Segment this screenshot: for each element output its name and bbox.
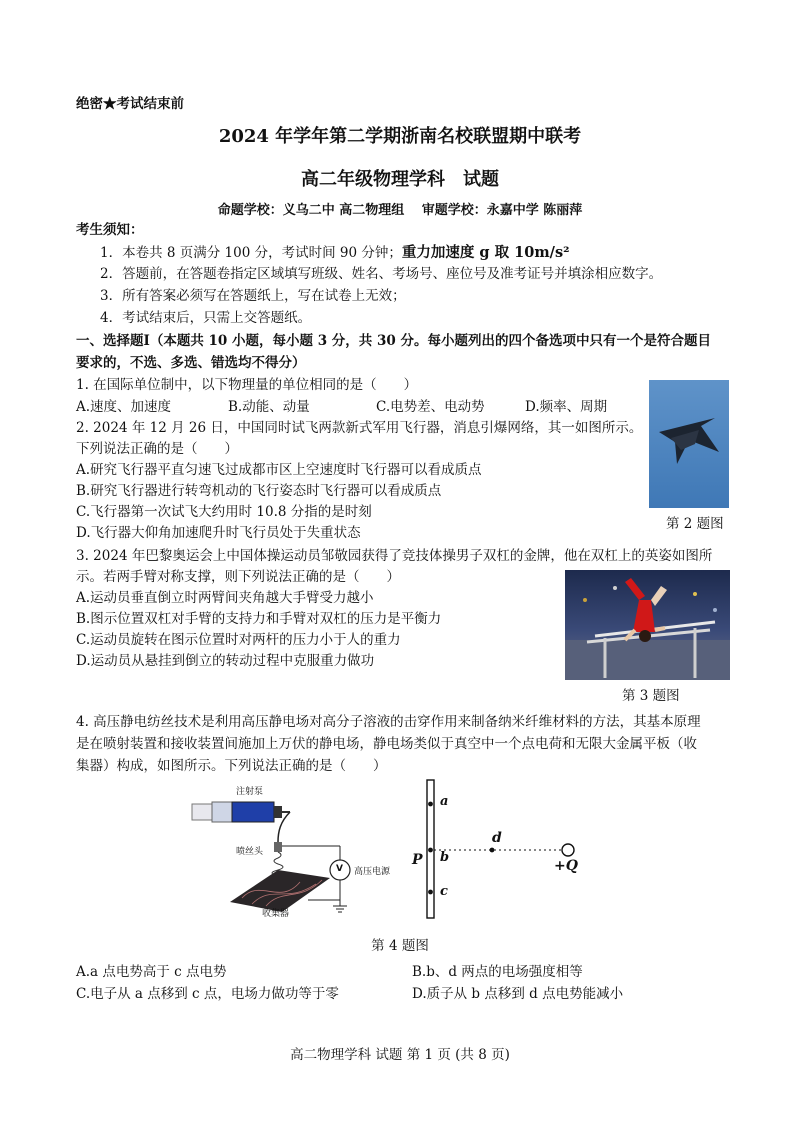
label-charge-q: +Q (554, 858, 578, 874)
q2-option-b: B.研究飞行器进行转弯机动的飞行姿态时飞行器可以看成质点 (76, 483, 442, 499)
q3-stem-line1: 3. 2024 年巴黎奥运会上中国体操运动员邹敬园获得了竞技体操男子双杠的金牌，他在双杠上的英姿如图所 (76, 548, 713, 564)
q4-caption: 第 4 题图 (371, 938, 429, 954)
q3-caption: 第 3 题图 (622, 688, 680, 704)
exam-subtitle: 高二年级物理学科 试题 (301, 169, 499, 190)
notice-item-3: 3．所有答案必须写在答题纸上，写在试卷上无效； (100, 288, 406, 304)
label-nozzle: 喷丝头 (236, 847, 264, 857)
q4-apparatus-figure (190, 778, 400, 920)
page-footer: 高二物理学科 试题 第 1 页 (共 8 页) (290, 1047, 510, 1063)
q2-caption: 第 2 题图 (666, 516, 724, 532)
section-heading-line2: 要求的，不选、多选、错选均不得分） (76, 355, 306, 371)
q1-stem: 1. 在国际单位制中，以下物理量的单位相同的是（ ） (76, 377, 418, 393)
label-plate-p: P (412, 852, 423, 868)
q2-option-a: A.研究飞行器平直匀速飞过成都市区上空速度时飞行器可以看成质点 (76, 462, 482, 478)
label-voltmeter: V (336, 864, 343, 874)
confidential-mark: 绝密★考试结束前 (76, 96, 184, 112)
gravity-note: 重力加速度 g 取 10m/s² (401, 244, 570, 261)
notice-item-1 (100, 242, 570, 264)
q3-stem-line2: 示。若两手臂对称支撑，则下列说法正确的是（ ） (76, 569, 400, 585)
exam-title: 2024 年学年第二学期浙南名校联盟期中联考 (218, 126, 582, 147)
q3-option-c: C.运动员旋转在图示位置时对两杆的压力小于人的重力 (76, 632, 401, 648)
authors-line: 命题学校：义乌二中 高二物理组 审题学校：永嘉中学 陈丽萍 (217, 203, 583, 218)
q2-stem-line1: 2. 2024 年 12 月 26 日，中国同时试飞两款新式军用飞行器，消息引爆网络，其一如图所示。 (76, 420, 643, 436)
q2-stem-line2: 下列说法正确的是（ ） (76, 441, 238, 457)
q4-option-c: C.电子从 a 点移到 c 点，电场力做功等于零 (76, 986, 339, 1002)
label-point-d: d (492, 830, 502, 846)
q2-option-c: C.飞行器第一次试飞大约用时 10.8 分指的是时刻 (76, 504, 372, 520)
q4-stem-line3: 集器）构成，如图所示。下列说法正确的是（ ） (76, 758, 387, 774)
label-collector: 收集器 (262, 909, 290, 919)
label-point-b: b (440, 850, 450, 865)
q4-option-a: A.a 点电势高于 c 点电势 (76, 964, 227, 980)
q1-option-b: B.动能、动量 (228, 399, 310, 415)
q4-option-b: B.b、d 两点的电场强度相等 (412, 964, 583, 980)
q2-aircraft-photo (649, 380, 729, 508)
q4-field-diagram (400, 778, 600, 920)
label-syringe-pump: 注射泵 (236, 787, 264, 797)
q3-gymnast-photo (565, 570, 730, 680)
q3-option-b: B.图示位置双杠对手臂的支持力和手臂对双杠的压力是平衡力 (76, 611, 442, 627)
section-heading-line1: 一、选择题Ⅰ（本题共 10 小题，每小题 3 分，共 30 分。每小题列出的四个备选项中只有一个是符合题目 (76, 333, 711, 349)
q3-option-a: A.运动员垂直倒立时两臂间夹角越大手臂受力越小 (76, 590, 374, 606)
label-point-a: a (440, 794, 449, 809)
q1-option-a: A.速度、加速度 (76, 399, 172, 415)
q4-option-d: D.质子从 b 点移到 d 点电势能减小 (412, 986, 624, 1002)
q2-option-d: D.飞行器大仰角加速爬升时飞行员处于失重状态 (76, 525, 361, 541)
q4-stem-line2: 是在喷射装置和接收装置间施加上万伏的静电场，静电场类似于真空中一个点电荷和无限大金属平板（收 (76, 736, 697, 752)
notice-item-2: 2．答题前，在答题卷指定区域填写班级、姓名、考场号、座位号及准考证号并填涂相应数字。 (100, 266, 663, 282)
q1-option-d: D.频率、周期 (525, 399, 608, 415)
notice-item-text: 1．本卷共 8 页满分 100 分，考试时间 90 分钟； (100, 245, 402, 261)
label-hv-source: 高压电源 (354, 867, 391, 877)
notice-heading: 考生须知： (76, 222, 144, 238)
label-point-c: c (440, 884, 448, 899)
q4-stem-line1: 4. 高压静电纺丝技术是利用高压静电场对高分子溶液的击穿作用来制备纳米纤维材料的方法，其基本原理 (76, 714, 701, 730)
notice-item-4: 4．考试结束后，只需上交答题纸。 (100, 310, 312, 326)
q3-option-d: D.运动员从悬挂到倒立的转动过程中克服重力做功 (76, 653, 375, 669)
q1-option-c: C.电势差、电动势 (376, 399, 485, 415)
